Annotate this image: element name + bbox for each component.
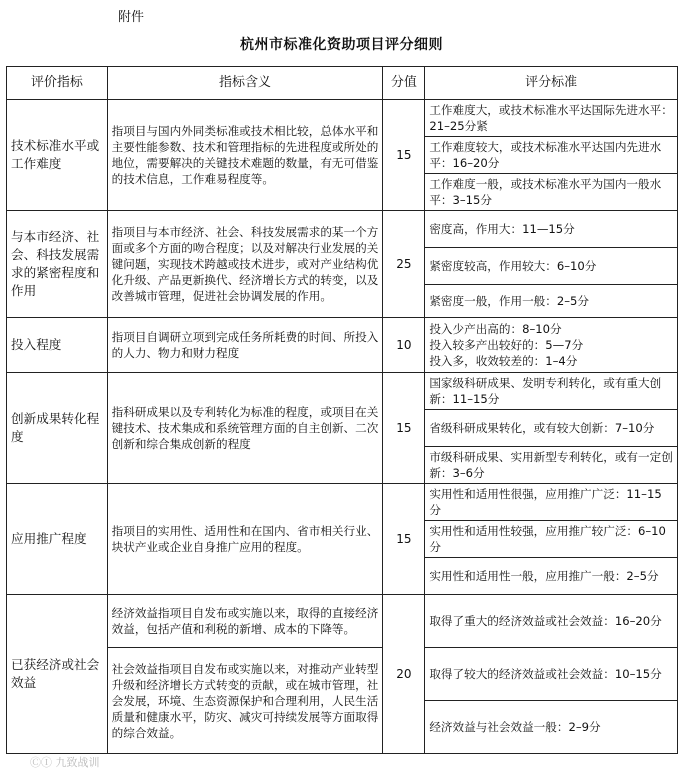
table-row — [7, 318, 678, 373]
indicator-cell: 已获经济或社会效益 — [7, 595, 108, 754]
table-row — [7, 595, 678, 648]
meaning-cell: 指项目与国内外同类标准或技术相比较，总体水平和主要性能参数、技术和管理指标的先进程度或所处的地位，需要解决的关键技术难题的数量，有无可借鉴的技术信息，工作难易程度等。 — [107, 100, 383, 211]
criteria-cell: 国家级科研成果、发明专利转化，或有重大创新：11–15分 — [425, 373, 678, 410]
table-row — [7, 648, 678, 701]
score-cell: 20 — [383, 595, 425, 754]
meaning-cell: 指科研成果以及专利转化为标准的程度，或项目在关键技术、技术集成和系统管理方面的自主创新、二次创新和综合集成创新的程度 — [107, 373, 383, 484]
indicator-cell: 与本市经济、社会、科技发展需求的紧密程度和作用 — [7, 211, 108, 318]
meaning-cell: 指项目的实用性、适用性和在国内、省市相关行业、块状产业或企业自身推广应用的程度。 — [107, 484, 383, 595]
criteria-cell: 工作难度大，或技术标准水平达国际先进水平：21–25分紧 — [425, 100, 678, 137]
criteria-cell: 市级科研成果、实用新型专利转化，或有一定创新：3–6分 — [425, 447, 678, 484]
criteria-cell: 密度高，作用大：11—15分 — [425, 211, 678, 248]
table-row — [7, 211, 678, 248]
criteria-cell: 投入少产出高的：8–10分 投入较多产出较好的：5—7分 投入多，收效较差的：1–4分 — [425, 318, 678, 373]
criteria-cell: 经济效益与社会效益一般：2–9分 — [425, 701, 678, 754]
criteria-cell: 紧密度较高，作用较大：6–10分 — [425, 248, 678, 285]
header-criteria: 评分标准 — [425, 67, 678, 100]
indicator-cell: 创新成果转化程度 — [7, 373, 108, 484]
criteria-cell: 工作难度一般，或技术标准水平为国内一般水平：3–15分 — [425, 174, 678, 211]
score-cell: 25 — [383, 211, 425, 318]
attachment-label: 附件 — [118, 10, 145, 25]
criteria-cell: 取得了较大的经济效益或社会效益：10–15分 — [425, 648, 678, 701]
score-cell: 15 — [383, 100, 425, 211]
meaning-cell: 指项目自调研立项到完成任务所耗费的时间、所投入的人力、物力和财力程度 — [107, 318, 383, 373]
scoring-table — [6, 66, 678, 754]
document-title: 杭州市标准化资助项目评分细则 — [240, 37, 443, 53]
watermark: ⒸⒾ 九致战训 — [30, 756, 100, 769]
criteria-cell: 实用性和适用性一般，应用推广一般：2–5分 — [425, 558, 678, 595]
table-header-row — [7, 67, 678, 100]
indicator-cell: 应用推广程度 — [7, 484, 108, 595]
criteria-cell: 省级科研成果转化，或有较大创新：7–10分 — [425, 410, 678, 447]
indicator-cell: 技术标准水平或工作难度 — [7, 100, 108, 211]
criteria-cell: 工作难度较大，或技术标准水平达国内先进水平：16–20分 — [425, 137, 678, 174]
table-row — [7, 484, 678, 521]
criteria-cell: 实用性和适用性很强，应用推广广泛：11–15分 — [425, 484, 678, 521]
criteria-cell: 实用性和适用性较强，应用推广较广泛：6–10分 — [425, 521, 678, 558]
header-indicator: 评价指标 — [7, 67, 108, 100]
indicator-cell: 投入程度 — [7, 318, 108, 373]
meaning-cell: 社会效益指项目自发布或实施以来，对推动产业转型升级和经济增长方式转变的贡献，或在城市管理，社会发展，环境、生态资源保护和合理利用，人民生活质量和健康水平，防灾、减灾可持续发展等方面取得的综合效益。 — [107, 648, 383, 754]
table-row — [7, 100, 678, 137]
score-cell: 15 — [383, 373, 425, 484]
table-row — [7, 373, 678, 410]
header-score: 分值 — [383, 67, 425, 100]
header-meaning: 指标含义 — [107, 67, 383, 100]
criteria-cell: 紧密度一般，作用一般：2–5分 — [425, 285, 678, 318]
criteria-cell: 取得了重大的经济效益或社会效益：16–20分 — [425, 595, 678, 648]
score-cell: 10 — [383, 318, 425, 373]
score-cell: 15 — [383, 484, 425, 595]
meaning-cell: 指项目与本市经济、社会、科技发展需求的某一个方面或多个方面的吻合程度；以及对解决行业发展的关键问题，实现技术跨越或技术进步，或对产业结构优化升级、产品更新换代、经济增长方式的转变，以及改善城市管理，促进社会协调发展的作用。 — [107, 211, 383, 318]
meaning-cell: 经济效益指项目自发布或实施以来，取得的直接经济效益，包括产值和利税的新增、成本的下降等。 — [107, 595, 383, 648]
